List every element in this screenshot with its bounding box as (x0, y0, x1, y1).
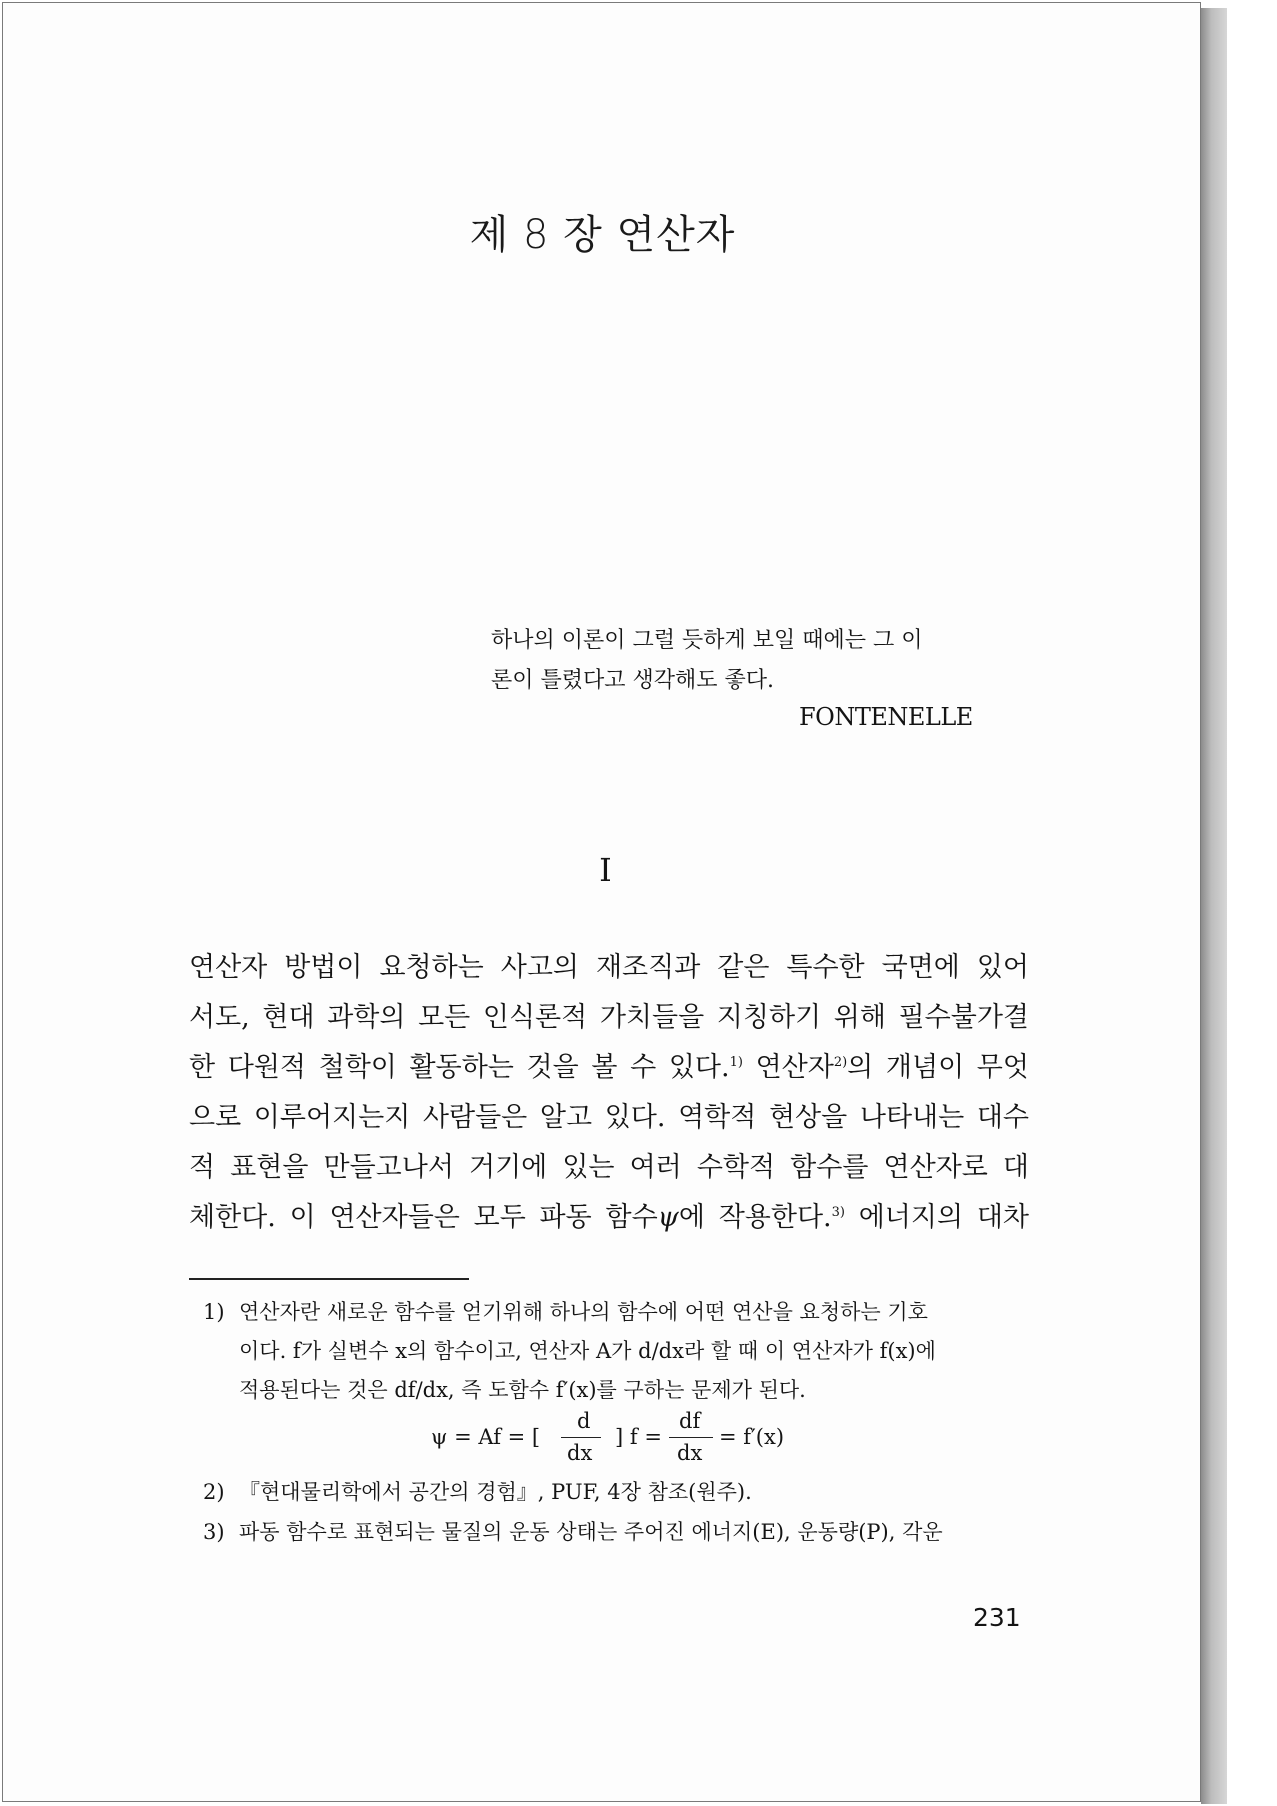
epigraph-author: FONTENELLE (799, 703, 973, 731)
footnote-number: 1) (203, 1300, 225, 1324)
footnote-3 (203, 1513, 1033, 1552)
formula-numerator: df (679, 1409, 701, 1433)
body-paragraph (189, 943, 1029, 1243)
footnote-item (203, 1513, 1033, 1552)
footnote-item (203, 1293, 1033, 1410)
formula-numerator: d (577, 1409, 591, 1433)
formula-lhs: ψ = Af = [ (431, 1425, 541, 1449)
body-line: 서도, 현대 과학의 모든 인식론적 가치들을 지칭하기 위해 필수불가결 (189, 1002, 1029, 1033)
body-line (189, 1193, 1029, 1243)
footnote-ref[interactable]: 3) (831, 1205, 845, 1220)
footnote-1 (203, 1293, 1033, 1410)
body-line-text: 체한다. 이 연산자들은 모두 파동 함수 (189, 1202, 658, 1233)
body-line-text: 연산자 (742, 1052, 834, 1083)
body-line-text: 에너지의 대차 (844, 1202, 1029, 1233)
formula-rhs: = f′(x) (719, 1425, 785, 1449)
fraction-bar (561, 1437, 601, 1438)
formula-denominator: dx (567, 1441, 593, 1465)
chapter-title: 제 8 장 연산자 (469, 212, 736, 258)
epigraph-line: 하나의 이론이 그럴 듯하게 보일 때에는 그 이 (491, 628, 923, 653)
formula (3, 1403, 1208, 1473)
footnote-line: 이다. f가 실변수 x의 함수이고, 연산자 A가 d/dx라 할 때 이 연산자가 f(x)에 (239, 1339, 936, 1363)
footnote-text: 파동 함수로 표현되는 물질의 운동 상태는 주어진 에너지(E), 운동량(P), 각운 (239, 1520, 943, 1544)
footnote-ref[interactable]: 1) (729, 1055, 743, 1070)
footnote-line: 연산자란 새로운 함수를 얻기위해 하나의 함수에 어떤 연산을 요청하는 기호 (239, 1300, 928, 1324)
footnote-number: 2) (203, 1480, 225, 1504)
body-line-text: 의 개념이 무엇 (847, 1052, 1029, 1083)
body-line: 적 표현을 만들고나서 거기에 있는 여러 수학적 함수를 연산자로 대 (189, 1152, 1029, 1183)
page-number: 231 (973, 1603, 1021, 1632)
body-line: 연산자 방법이 요청하는 사고의 재조직과 같은 특수한 국면에 있어 (189, 952, 1029, 983)
epigraph-line: 론이 틀렸다고 생각해도 좋다. (491, 668, 774, 693)
section-numeral: I (599, 851, 612, 889)
footnote-ref[interactable]: 2) (833, 1055, 848, 1070)
body-line-text: 한 다원적 철학이 활동하는 것을 볼 수 있다. (189, 1052, 730, 1083)
footnote-line: 적용된다는 것은 df/dx, 즉 도함수 f′(x)를 구하는 문제가 된다. (239, 1378, 806, 1402)
body-line (189, 1043, 1029, 1093)
footnote-divider (189, 1278, 469, 1280)
footnote-item (203, 1473, 1033, 1512)
formula-mid: ] f = (615, 1425, 662, 1449)
book-page (2, 2, 1201, 1802)
body-line: 으로 이루어지는지 사람들은 알고 있다. 역학적 현상을 나타내는 대수 (189, 1102, 1029, 1133)
footnote-text (239, 1293, 1033, 1410)
footnote-number: 3) (203, 1520, 225, 1544)
epigraph (491, 621, 1011, 701)
footnote-text: 『현대물리학에서 공간의 경험』, PUF, 4장 참조(원주). (239, 1480, 752, 1504)
fraction-bar (669, 1437, 713, 1438)
formula-denominator: dx (677, 1441, 703, 1465)
page-edge-shadow (1201, 8, 1227, 1804)
psi-symbol: ψ (657, 1202, 679, 1233)
body-line-text: 에 작용한다. (678, 1202, 832, 1233)
footnote-2 (203, 1473, 1033, 1512)
